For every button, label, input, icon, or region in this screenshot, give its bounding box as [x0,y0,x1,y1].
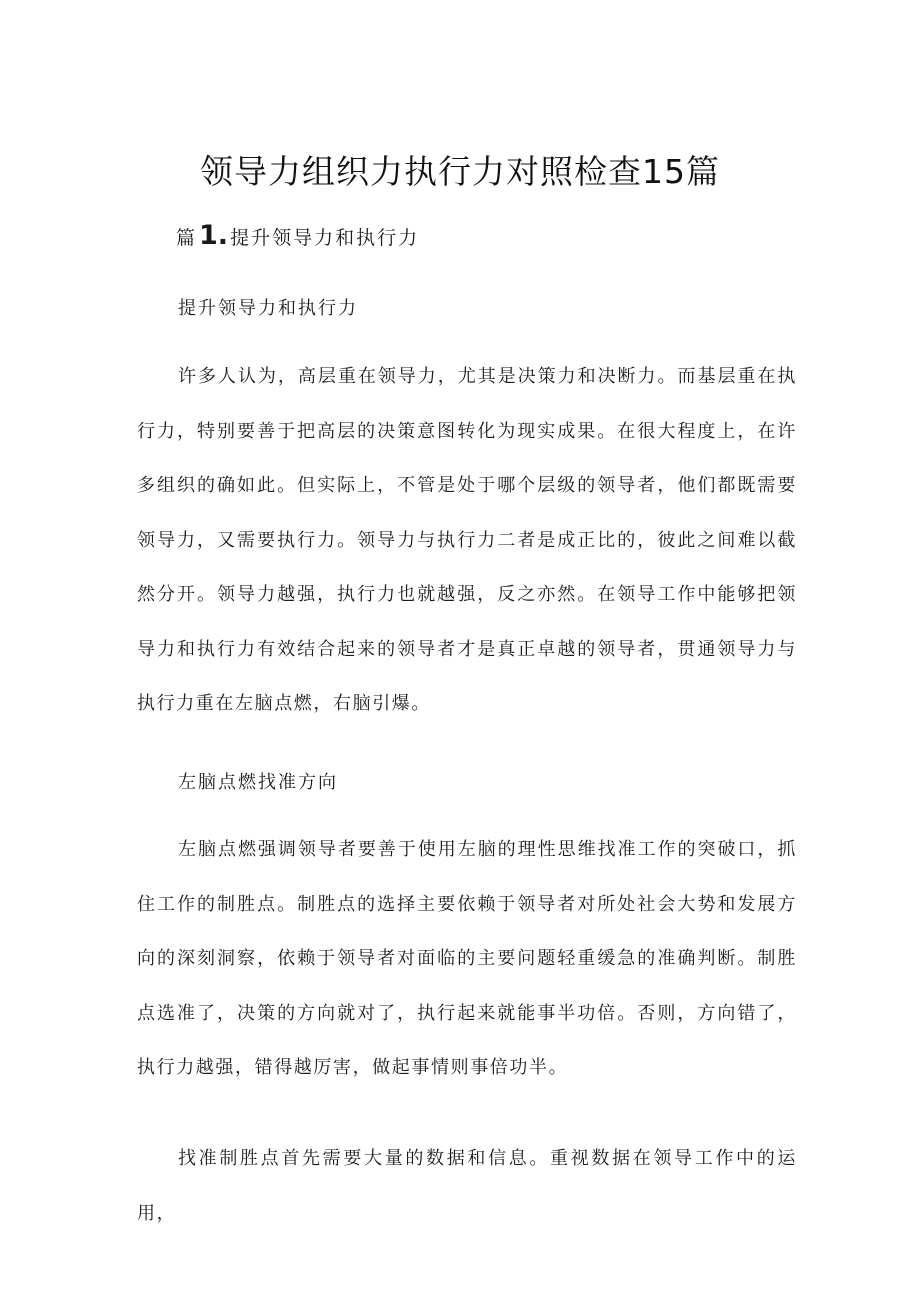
section-number: 1. [199,220,229,251]
subheading-improve-leadership: 提升领导力和执行力 [178,298,358,319]
document-title: 领导力组织力执行力对照检查15篇 [200,152,720,191]
section-heading-text: 提升领导力和执行力 [230,227,420,249]
subheading-left-brain: 左脑点燃找准方向 [178,772,338,793]
paragraph-intro: 许多人认为，高层重在领导力，尤其是决策力和决断力。而基层重在执行力，特别要善于把高层的决策意图转化为现实成果。在很大程度上，在许多组织的确如此。但实际上，不管是处于哪个层级的领导者，他们都既需要领导力，又需要执行力。领导力与执行力二者是成正比的，彼此之间难以截然分开。领导力越强，执行力也就越强，反之亦然。在领导工作中能够把领导力和执行力有效结合起来的领导者才是真正卓越的领导者，贯通领导力与执行力重在左脑点燃，右脑引爆。 [137,366,797,714]
section-heading [176,220,419,251]
section-prefix: 篇 [176,227,198,249]
paragraph-data-information: 找准制胜点首先需要大量的数据和信息。重视数据在领导工作中的运用， [137,1148,797,1224]
paragraph-left-brain: 左脑点燃强调领导者要善于使用左脑的理性思维找准工作的突破口，抓住工作的制胜点。制胜点的选择主要依赖于领导者对所处社会大势和发展方向的深刻洞察，依赖于领导者对面临的主要问题轻重缓急的准确判断。制胜点选准了，决策的方向就对了，执行起来就能事半功倍。否则，方向错了，执行力越强，错得越厉害，做起事情则事倍功半。 [137,839,797,1078]
